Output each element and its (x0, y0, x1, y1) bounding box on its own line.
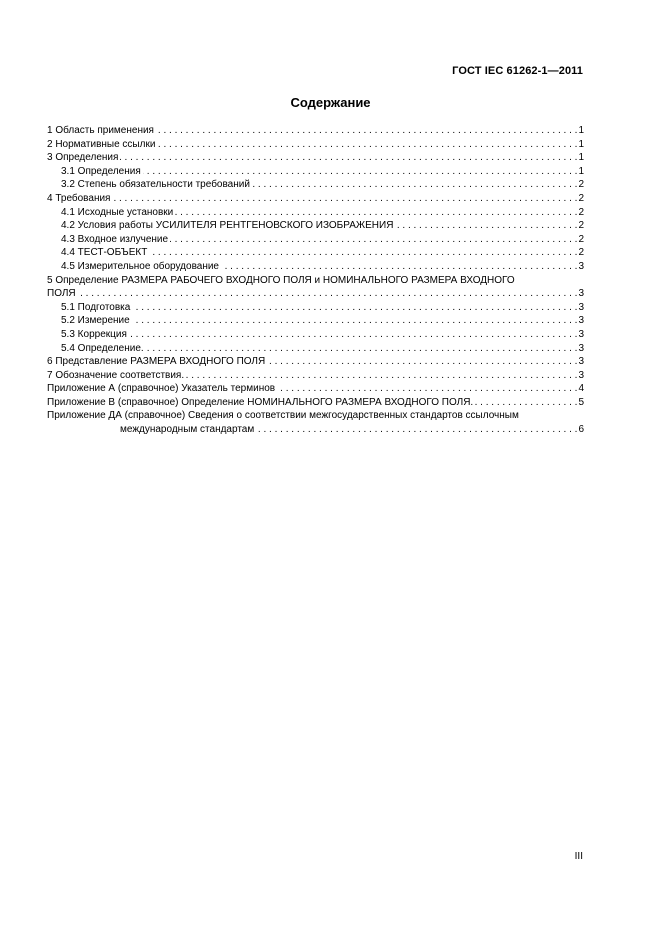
toc-entry-annex-b[interactable] (47, 396, 584, 410)
toc-entry-1[interactable] (47, 124, 584, 138)
dot-leader (156, 124, 577, 138)
toc-entry-label: 2 Нормативные ссылки (47, 138, 156, 150)
toc-entry-4-4[interactable] (47, 246, 584, 260)
dot-leader (175, 206, 577, 220)
dot-leader (146, 342, 578, 356)
toc-entry-5-4[interactable] (47, 342, 584, 356)
toc-entry-label: 6 Представление РАЗМЕРА ВХОДНОГО ПОЛЯ (47, 356, 266, 368)
toc-entry-label: 5.4 Определение. (61, 342, 144, 354)
toc-entry-label-line1: Приложение ДА (справочное) Сведения о соответствии межгосударственных стандартов ссылочным (47, 410, 519, 422)
toc-entry-label: 4.2 Условия работы УСИЛИТЕЛЯ РЕНТГЕНОВСКОГО ИЗОБРАЖЕНИЯ (61, 220, 394, 232)
toc-entry-page: 3 (578, 356, 584, 368)
dot-leader (475, 396, 577, 410)
toc-entry-page: 2 (578, 220, 584, 232)
toc-entry-page: 2 (578, 206, 584, 218)
toc-entry-page: 1 (578, 152, 584, 164)
toc-entry-page: 2 (578, 247, 584, 259)
toc-entry-3-1[interactable] (47, 165, 584, 179)
toc-entry-page: 3 (578, 301, 584, 313)
toc-entry-label: 5.3 Коррекция (61, 328, 127, 340)
toc-entry-label: 3.2 Степень обязательности требований (61, 179, 250, 191)
toc-entry-label: Приложение В (справочное) Определение НОМИНАЛЬНОГО РАЗМЕРА ВХОДНОГО ПОЛЯ. (47, 396, 474, 408)
dot-leader (277, 382, 577, 396)
toc-entry-7[interactable] (47, 369, 584, 383)
dot-leader (256, 423, 577, 437)
dot-leader (132, 301, 577, 315)
toc-entry-page: 5 (578, 396, 584, 408)
toc-entry-4-3[interactable] (47, 233, 584, 247)
dot-leader (157, 138, 577, 152)
toc-title: Содержание (290, 95, 371, 110)
toc-entry-page: 2 (578, 233, 584, 245)
toc-entry-page: 1 (578, 138, 584, 150)
toc-entry-label: Приложение А (справочное) Указатель терминов (47, 383, 276, 395)
toc-entry-5[interactable] (47, 274, 584, 301)
toc-entry-label: 5.1 Подготовка (61, 301, 131, 313)
toc-entry-label: 3.1 Определения (61, 165, 141, 177)
dot-leader (143, 165, 578, 179)
toc-entry-page: 3 (578, 342, 584, 354)
toc-entry-page: 6 (578, 424, 584, 436)
toc-entry-4-1[interactable] (47, 206, 584, 220)
toc-entry-5-1[interactable] (47, 301, 584, 315)
toc-entry-6[interactable] (47, 355, 584, 369)
dot-leader (252, 178, 578, 192)
toc-entry-label: 7 Обозначение соответствия. (47, 369, 185, 381)
toc-entry-label-line2: международным стандартам (120, 424, 255, 436)
toc-entry-label: 4.5 Измерительное оборудование (61, 260, 219, 272)
toc-entry-4[interactable] (47, 192, 584, 206)
toc-entry-annex-a[interactable] (47, 382, 584, 396)
toc-entry-label: 4 Требования (47, 192, 111, 204)
toc-entry-3[interactable] (47, 151, 584, 165)
dot-leader (395, 219, 577, 233)
toc-entry-label: 3 Определения (47, 152, 119, 164)
dot-leader (132, 314, 578, 328)
toc-entry-page: 3 (578, 260, 584, 272)
toc-entry-page: 2 (578, 192, 584, 204)
toc-entry-label-line2: ПОЛЯ (47, 288, 76, 300)
toc-entry-5-3[interactable] (47, 328, 584, 342)
toc-entry-label: 4.3 Входное излучение (61, 233, 169, 245)
toc-entry-label: 4.4 ТЕСТ-ОБЪЕКТ (61, 247, 148, 259)
toc-entry-label: 4.1 Исходные установки (61, 206, 174, 218)
toc-entry-3-2[interactable] (47, 178, 584, 192)
toc-entry-page: 1 (578, 165, 584, 177)
page-number: III (574, 851, 583, 862)
table-of-contents (47, 124, 584, 437)
dot-leader (149, 246, 577, 260)
toc-entry-page: 3 (578, 315, 584, 327)
document-id: ГОСТ IEC 61262-1—2011 (452, 65, 583, 77)
dot-leader (221, 260, 577, 274)
dot-leader (170, 233, 577, 247)
toc-entry-4-2[interactable] (47, 219, 584, 233)
toc-entry-annex-da[interactable] (47, 409, 584, 436)
toc-entry-page: 4 (578, 383, 584, 395)
dot-leader (129, 328, 578, 342)
toc-entry-page: 2 (578, 179, 584, 191)
dot-leader (120, 151, 577, 165)
dot-leader (112, 192, 577, 206)
toc-entry-5-2[interactable] (47, 314, 584, 328)
toc-entry-2[interactable] (47, 138, 584, 152)
toc-entry-page: 3 (578, 288, 584, 300)
dot-leader (78, 287, 578, 301)
toc-entry-label-line1: 5 Определение РАЗМЕРА РАБОЧЕГО ВХОДНОГО ПОЛЯ и НОМИНАЛЬНОГО РАЗМЕРА ВХОДНОГО (47, 274, 515, 286)
toc-entry-page: 3 (578, 369, 584, 381)
dot-leader (186, 369, 577, 383)
toc-entry-page: 1 (578, 125, 584, 136)
toc-entry-label: 5.2 Измерение (61, 315, 130, 327)
toc-entry-page: 3 (578, 328, 584, 340)
toc-entry-4-5[interactable] (47, 260, 584, 274)
dot-leader (267, 355, 577, 369)
toc-entry-label: 1 Область применения (47, 125, 154, 136)
